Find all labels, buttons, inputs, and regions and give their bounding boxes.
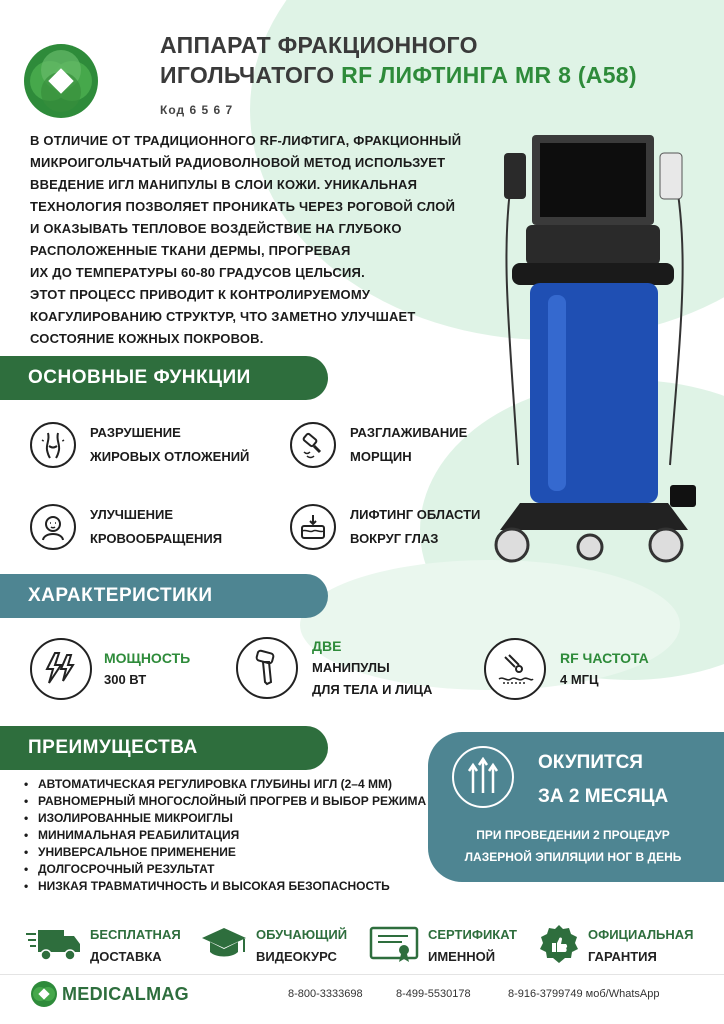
title-line-1: АППАРАТ ФРАКЦИОННОГО bbox=[160, 32, 478, 58]
spec-item bbox=[30, 634, 240, 704]
spec-line-2: ДЛЯ ТЕЛА И ЛИЦА bbox=[312, 682, 433, 697]
functions-heading-text: ОСНОВНЫЕ ФУНКЦИИ bbox=[28, 367, 251, 388]
phone-1[interactable]: 8-800-3333698 bbox=[288, 988, 363, 1000]
spec-line-1: МАНИПУЛЫ bbox=[312, 660, 390, 675]
function-line-1: РАЗРУШЕНИЕ bbox=[90, 425, 181, 440]
certificate-icon bbox=[368, 924, 420, 969]
intro-paragraph bbox=[30, 130, 500, 350]
benefit-item bbox=[538, 922, 718, 970]
functions-heading bbox=[0, 356, 328, 400]
function-line-2: ЖИРОВЫХ ОТЛОЖЕНИЙ bbox=[90, 449, 250, 464]
intro-line: В ОТЛИЧИЕ ОТ ТРАДИЦИОННОГО RF-ЛИФТИГА, ФРАКЦИОННЫЙ bbox=[30, 133, 462, 148]
spec-title: ДВЕ bbox=[312, 638, 342, 654]
intro-line: МИКРОИГОЛЬЧАТЫЙ РАДИОВОЛНОВОЙ МЕТОД ИСПОЛЬЗУЕТ bbox=[30, 155, 446, 170]
body-silhouette-icon bbox=[30, 422, 76, 468]
footer-logo-icon bbox=[30, 980, 58, 1008]
advantage-item: • МИНИМАЛЬНАЯ РЕАБИЛИТАЦИЯ bbox=[24, 827, 434, 844]
spec-item bbox=[484, 634, 704, 704]
function-item bbox=[290, 420, 520, 470]
function-line-1: РАЗГЛАЖИВАНИЕ bbox=[350, 425, 468, 440]
rf-handpiece-icon bbox=[290, 422, 336, 468]
advantage-item: • НИЗКАЯ ТРАВМАТИЧНОСТЬ И ВЫСОКАЯ БЕЗОПАСНОСТЬ bbox=[24, 878, 434, 895]
spec-text bbox=[312, 635, 432, 701]
function-text bbox=[90, 421, 249, 469]
specs-heading bbox=[0, 574, 328, 618]
title-line-2-prefix: ИГОЛЬЧАТОГО bbox=[160, 62, 335, 88]
benefit-item bbox=[200, 922, 365, 970]
function-line-1: УЛУЧШЕНИЕ bbox=[90, 507, 174, 522]
spec-title: RF ЧАСТОТА bbox=[560, 650, 649, 666]
benefit-text bbox=[256, 924, 347, 968]
benefit-subtitle: ВИДЕОКУРС bbox=[256, 949, 337, 964]
lightning-icon bbox=[30, 638, 92, 700]
graduation-cap-icon bbox=[200, 924, 248, 969]
handpiece-icon bbox=[236, 637, 298, 699]
payback-line-1: ОКУПИТСЯ bbox=[538, 752, 643, 773]
payback-box bbox=[428, 732, 724, 882]
function-text bbox=[350, 421, 467, 469]
face-treatment-icon bbox=[30, 504, 76, 550]
footer-brand bbox=[30, 980, 189, 1008]
badge-thumb-icon bbox=[538, 923, 580, 970]
function-item bbox=[30, 502, 290, 552]
spec-item bbox=[236, 630, 476, 706]
payback-note-line-1: ПРИ ПРОВЕДЕНИИ 2 ПРОЦЕДУР bbox=[476, 828, 670, 842]
title-line-2 bbox=[160, 60, 637, 90]
function-line-2: МОРЩИН bbox=[350, 449, 412, 464]
payback-line-2: ЗА 2 МЕСЯЦА bbox=[538, 786, 669, 807]
footer-divider bbox=[0, 974, 724, 975]
advantage-item: • АВТОМАТИЧЕСКАЯ РЕГУЛИРОВКА ГЛУБИНЫ ИГЛ (2–4 ММ) bbox=[24, 776, 434, 793]
advantage-item: • УНИВЕРСАЛЬНОЕ ПРИМЕНЕНИЕ bbox=[24, 844, 434, 861]
intro-line: ЭТОТ ПРОЦЕСС ПРИВОДИТ К КОНТРОЛИРУЕМОМУ bbox=[30, 287, 371, 302]
payback-heading bbox=[538, 746, 668, 814]
benefit-title: ОБУЧАЮЩИЙ bbox=[256, 927, 348, 942]
payback-note bbox=[428, 824, 718, 868]
benefit-title: ОФИЦИАЛЬНАЯ bbox=[588, 927, 694, 942]
device-illustration bbox=[490, 135, 700, 575]
function-item bbox=[30, 420, 290, 470]
phone-2[interactable]: 8-499-5530178 bbox=[396, 988, 471, 1000]
spec-line-1: 4 МГЦ bbox=[560, 672, 599, 687]
function-item bbox=[290, 502, 520, 552]
function-text bbox=[350, 503, 480, 551]
intro-line: ТЕХНОЛОГИЯ ПОЗВОЛЯЕТ ПРОНИКАТЬ ЧЕРЕЗ РОГОВОЙ СЛОЙ bbox=[30, 199, 456, 214]
spec-line-1: 300 ВТ bbox=[104, 672, 147, 687]
benefit-item bbox=[368, 922, 533, 970]
benefit-subtitle: ДОСТАВКА bbox=[90, 949, 162, 964]
benefit-item bbox=[24, 922, 194, 970]
benefit-text bbox=[90, 924, 181, 968]
benefit-title: БЕСПЛАТНАЯ bbox=[90, 927, 181, 942]
product-code bbox=[160, 103, 233, 117]
specs-heading-text: ХАРАКТЕРИСТИКИ bbox=[28, 585, 213, 606]
phone-3[interactable]: 8-916-3799749 моб/WhatsApp bbox=[508, 988, 660, 1000]
product-code-label: Код bbox=[160, 103, 186, 117]
function-text bbox=[90, 503, 222, 551]
function-line-2: КРОВООБРАЩЕНИЯ bbox=[90, 531, 223, 546]
brand-logo-icon bbox=[22, 42, 100, 120]
benefit-title: СЕРТИФИКАТ bbox=[428, 927, 517, 942]
spec-text bbox=[560, 647, 649, 691]
intro-line: ВВЕДЕНИЕ ИГЛ МАНИПУЛЫ В СЛОИ КОЖИ. УНИКАЛЬНАЯ bbox=[30, 177, 418, 192]
benefit-text bbox=[428, 924, 517, 968]
spec-title: МОЩНОСТЬ bbox=[104, 650, 191, 666]
truck-icon bbox=[24, 924, 82, 969]
spec-text bbox=[104, 647, 190, 691]
intro-line: СОСТОЯНИЕ КОЖНЫХ ПОКРОВОВ. bbox=[30, 331, 264, 346]
advantages-heading bbox=[0, 726, 328, 770]
advantage-item: • ИЗОЛИРОВАННЫЕ МИКРОИГЛЫ bbox=[24, 810, 434, 827]
payback-note-line-2: ЛАЗЕРНОЙ ЭПИЛЯЦИИ НОГ В ДЕНЬ bbox=[464, 850, 682, 864]
advantage-item: • ДОЛГОСРОЧНЫЙ РЕЗУЛЬТАТ bbox=[24, 861, 434, 878]
growth-arrows-icon bbox=[452, 746, 514, 808]
footer-brand-name: MEDICALMAG bbox=[62, 983, 189, 1004]
intro-line: ИХ ДО ТЕМПЕРАТУРЫ 60-80 ГРАДУСОВ ЦЕЛЬСИЯ. bbox=[30, 265, 365, 280]
intro-line: И ОКАЗЫВАТЬ ТЕПЛОВОЕ ВОЗДЕЙСТВИЕ НА ГЛУБОКО bbox=[30, 221, 402, 236]
product-code-value: 6 5 6 7 bbox=[189, 103, 234, 117]
title-line-2-accent: RF ЛИФТИНГА MR 8 (А58) bbox=[341, 62, 637, 88]
function-line-2: ВОКРУГ ГЛАЗ bbox=[350, 531, 439, 546]
benefit-subtitle: ГАРАНТИЯ bbox=[588, 949, 657, 964]
skin-layer-icon bbox=[290, 504, 336, 550]
advantage-item: • РАВНОМЕРНЫЙ МНОГОСЛОЙНЫЙ ПРОГРЕВ И ВЫБОР РЕЖИМА bbox=[24, 793, 434, 810]
advantages-heading-text: ПРЕИМУЩЕСТВА bbox=[28, 737, 198, 758]
page-title bbox=[160, 30, 637, 90]
advantages-list bbox=[24, 776, 434, 895]
intro-line: КОАГУЛИРОВАНИЮ СТРУКТУР, ЧТО ЗАМЕТНО УЛУЧШАЕТ bbox=[30, 309, 416, 324]
function-line-1: ЛИФТИНГ ОБЛАСТИ bbox=[350, 507, 481, 522]
benefit-subtitle: ИМЕННОЙ bbox=[428, 949, 496, 964]
benefit-text bbox=[588, 924, 694, 968]
rf-frequency-icon bbox=[484, 638, 546, 700]
intro-line: РАСПОЛОЖЕННЫЕ ТКАНИ ДЕРМЫ, ПРОГРЕВАЯ bbox=[30, 243, 351, 258]
